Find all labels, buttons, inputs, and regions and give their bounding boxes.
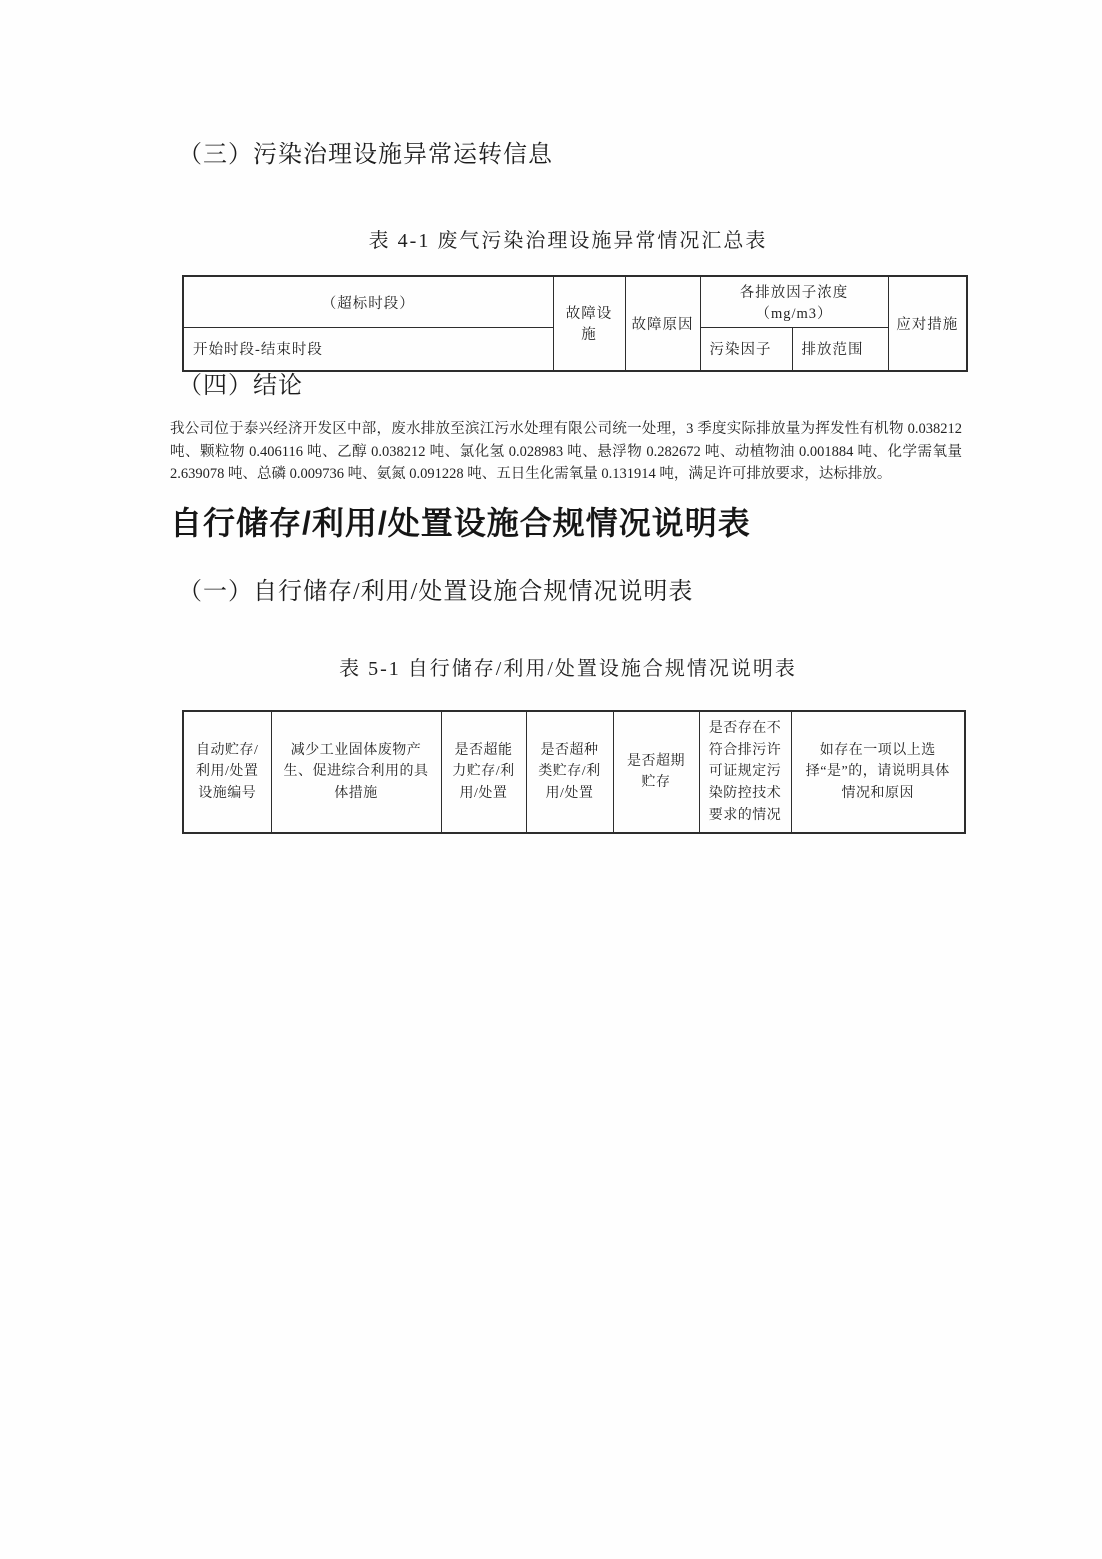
conclusion-paragraph: 我公司位于泰兴经济开发区中部，废水排放至滨江污水处理有限公司统一处理，3 季度实际排放量为挥发性有机物 0.038212 吨、颗粒物 0.406116 吨、乙醇 0.038212 吨、氯化氢 0.028983 吨、悬浮物 0.282672 吨、动植物油 0.001884 吨、化学需氧量 2.639078 吨、总磷 0.009736 吨、氨氮 0.091228 吨、五日生化需氧量 0.131914 吨，满足许可排放要求，达标排放。 [170, 421, 962, 482]
table-4-1 [182, 275, 968, 372]
t5-header-noncompliance-situation: 是否存在不符合排污许可证规定污染防控技术要求的情况 [699, 711, 791, 833]
section-heading-3: （三）污染治理设施异常运转信息 [178, 142, 553, 168]
t4-header-factor-concentration: 各排放因子浓度（mg/m3） [700, 276, 888, 328]
section-heading-4: （四）结论 [178, 373, 303, 399]
section-heading-1: （一）自行储存/利用/处置设施合规情况说明表 [178, 579, 694, 605]
t5-header-explanation-if-yes: 如存在一项以上选择“是”的，请说明具体情况和原因 [791, 711, 965, 833]
t4-header-response-measures: 应对措施 [888, 276, 967, 371]
t5-header-reduction-measures: 减少工业固体废物产生、促进综合利用的具体措施 [271, 711, 441, 833]
chapter-title: 自行储存/利用/处置设施合规情况说明表 [170, 505, 751, 541]
t4-header-pollutant-factor: 污染因子 [700, 328, 792, 371]
table-5-1 [182, 710, 966, 834]
t4-header-start-end-period: 开始时段-结束时段 [183, 328, 553, 371]
t5-header-facility-number: 自动贮存/利用/处置设施编号 [183, 711, 271, 833]
t5-header-over-capacity: 是否超能力贮存/利用/处置 [441, 711, 526, 833]
t5-header-over-category: 是否超种类贮存/利用/处置 [526, 711, 613, 833]
t4-header-fault-reason: 故障原因 [625, 276, 700, 371]
t4-header-overrun-period: （超标时段） [183, 276, 553, 328]
t4-header-emission-range: 排放范围 [792, 328, 888, 371]
table-5-1-caption: 表 5-1 自行储存/利用/处置设施合规情况说明表 [339, 658, 797, 680]
t5-header-overdue-storage: 是否超期贮存 [613, 711, 699, 833]
t4-header-fault-facility: 故障设施 [553, 276, 625, 371]
table-4-1-caption: 表 4-1 废气污染治理设施异常情况汇总表 [368, 230, 768, 252]
